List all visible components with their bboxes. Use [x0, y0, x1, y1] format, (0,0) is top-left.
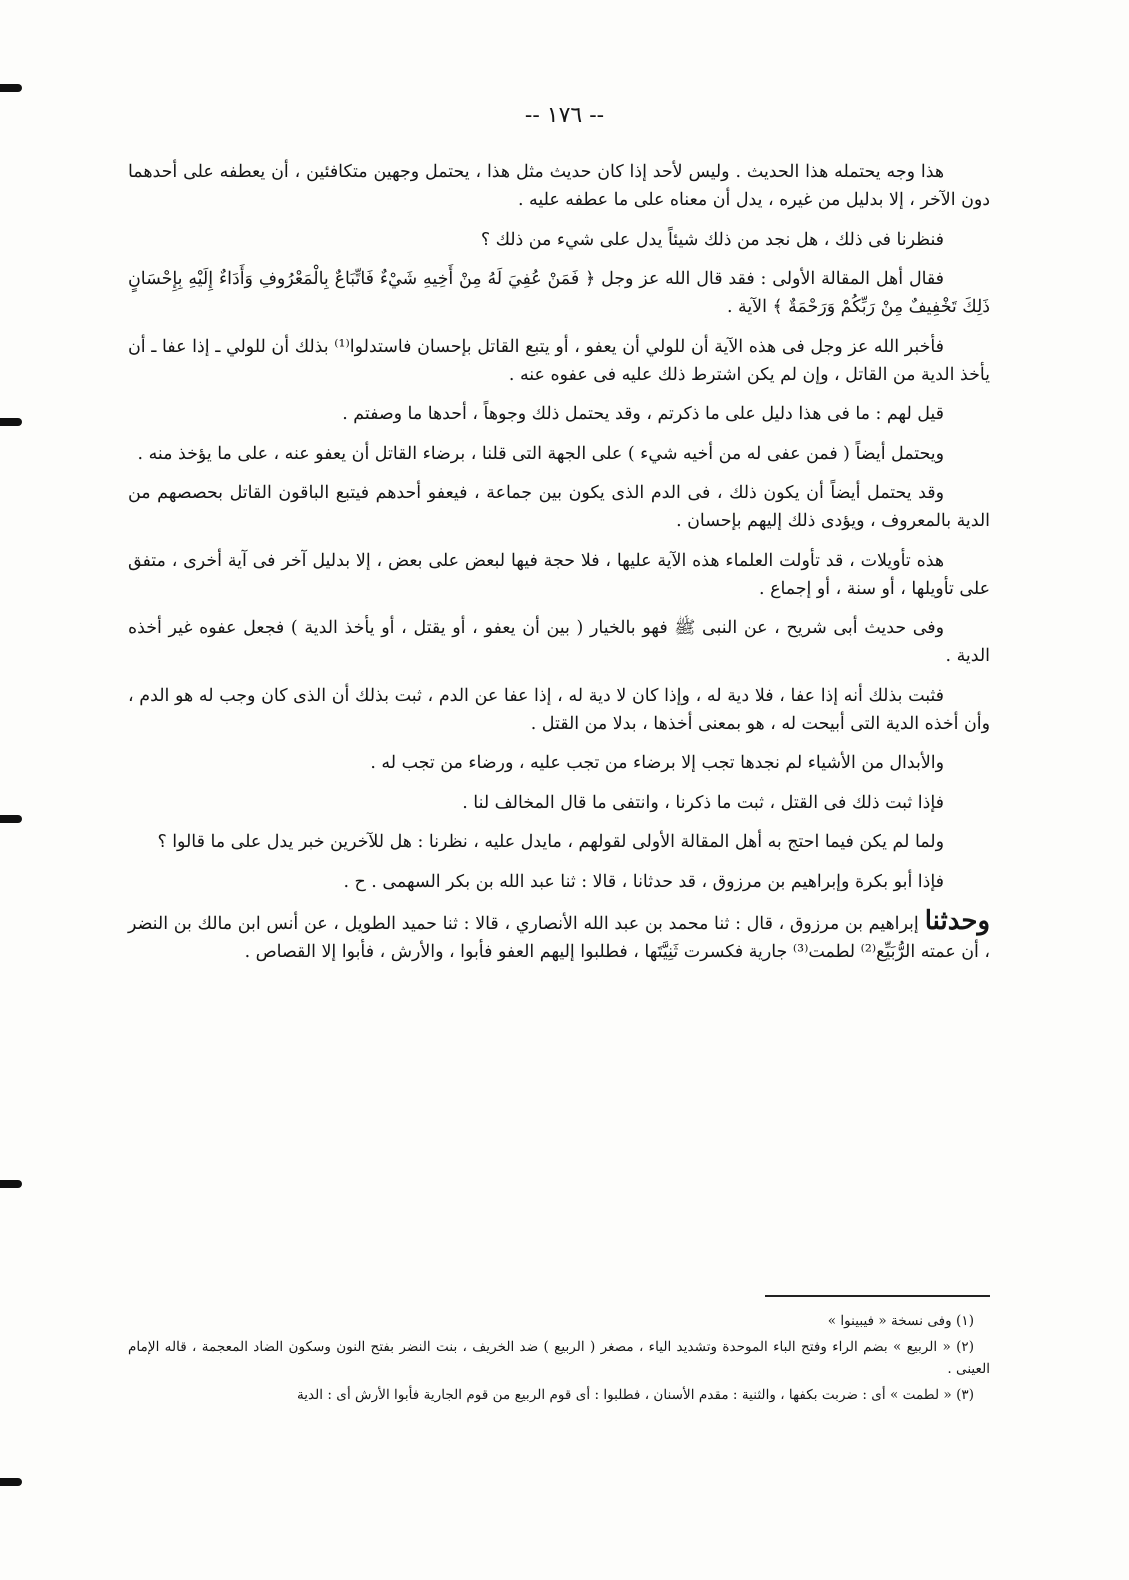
paragraph: هذه تأويلات ، قد تأولت العلماء هذه الآية عليها ، فلا حجة فيها لبعض على بعض ، إلا بدليل آخر فى آية أخرى ، متفق على تأويلها ، أو سنة ، أو إجماع . — [128, 550, 990, 599]
binding-mark — [0, 418, 22, 426]
paragraph: فإذا أبو بكرة وإبراهيم بن مرزوق ، قد حدثانا ، قالا : ثنا عبد الله بن بكر السهمى . ح . — [343, 871, 944, 892]
paragraph: هذا وجه يحتمله هذا الحديث . وليس لأحد إذا كان حديث مثل هذا ، يحتمل وجهين متكافئين ، أن يعطفه على أحدهما دون الآخر ، إلا بدليل من غيره ، يدل أن معناه على ما عطفه عليه . — [128, 162, 990, 210]
paragraph: ولما لم يكن فيما احتج به أهل المقالة الأولى لقولهم ، مايدل عليه ، نظرنا : هل للآخرين خبر يدل على ما قالوا ؟ — [157, 832, 944, 852]
paragraph: فإذا ثبت ذلك فى القتل ، ثبت ما ذكرنا ، وانتفى ما قال المخالف لنا . — [462, 792, 944, 813]
paragraph: وقد يحتمل أيضاً أن يكون ذلك ، فى الدم الذى يكون بين جماعة ، فيعفو أحدهم فيتبع الباقون القاتل بحصصهم من الدية بالمعروف ، ويؤدى ذلك إليهم بإحسان . — [128, 483, 990, 531]
paragraph: وفى حديث أبى شريح ، عن النبى ﷺ فهو بالخيار ( بين أن يعفو ، أو يقتل ، أو يأخذ الدية ) فجعل عفوه غير أخذه الدية . — [128, 618, 990, 666]
footnote: (٣) « لطمت » أى : ضربت بكفها ، والثنية : مقدم الأسنان ، فطلبوا : أى قوم الربيع من قوم الجارية فأبوا الأرش أى : الدية — [296, 1387, 974, 1403]
footnote-divider — [765, 1295, 990, 1297]
lead-paragraph-text: إبراهيم بن مرزوق ، قال : ثنا محمد بن عبد الله الأنصاري ، قالا : ثنا حميد الطويل ، عن أنس ابن مالك بن النضر ، أن عمته الرُّبَيِّع⁽²⁾ لطمت⁽³⁾ جارية فكسرت ثَنِيَّتَها ، فطلبوا إليهم العفو فأبوا ، والأرش ، فأبوا إلا القصاص . — [128, 914, 990, 962]
page-number: -- ١٧٦ -- — [524, 103, 605, 128]
binding-mark — [0, 1478, 22, 1486]
main-text — [128, 158, 990, 978]
lead-paragraph — [128, 907, 990, 966]
binding-mark — [0, 1180, 22, 1188]
footnote: (٢) « الربيع » بضم الراء وفتح الباء الموحدة وتشديد الياء ، مصغر ( الربيع ) ضد الخريف ، بنت النضر بفتح النون وسكون الضاد المعجمة ، قاله الإمام العينى . — [128, 1339, 990, 1377]
paragraph: ويحتمل أيضاً ( فمن عفى له من أخيه شيء ) على الجهة التى قلنا ، برضاء القاتل أن يعفو عنه ، على ما يؤخذ منه . — [137, 443, 944, 464]
paragraph: قيل لهم : ما فى هذا دليل على ما ذكرتم ، وقد يحتمل ذلك وجوهاً ، أحدها ما وصفتم . — [342, 404, 944, 424]
binding-mark — [0, 84, 22, 92]
binding-mark — [0, 815, 22, 823]
paragraph: فأخبر الله عز وجل فى هذه الآية أن للولي أن يعفو ، أو يتبع القاتل بإحسان فاستدلوا⁽¹⁾ بذلك أن للولي ـ إذا عفا ـ أن يأخذ الدية من القاتل ، وإن لم يكن اشترط ذلك عليه فى عفوه عنه . — [128, 336, 990, 385]
paragraph: فنظرنا فى ذلك ، هل نجد من ذلك شيئاً يدل على شيء من ذلك ؟ — [480, 229, 944, 250]
footnotes — [128, 1310, 990, 1410]
paragraph: فثبت بذلك أنه إذا عفا ، فلا دية له ، وإذا كان لا دية له ، إذا عفا عن الدم ، ثبت بذلك أن الذى كان وجب له هو الدم ، وأن أخذه الدية التى أبيحت له ، هو بمعنى أخذها ، بدلا من القتل . — [128, 685, 990, 734]
paragraph: والأبدال من الأشياء لم نجدها تجب إلا برضاء من تجب عليه ، ورضاء من تجب له . — [370, 753, 944, 773]
paragraph: فقال أهل المقالة الأولى : فقد قال الله عز وجل ﴿ فَمَنْ عُفِيَ لَهُ مِنْ أَخِيهِ شَيْءٌ فَاتِّبَاعٌ بِالْمَعْرُوفِ وَأَدَاءٌ إِلَيْهِ بِإِحْسَانٍ ذَلِكَ تَخْفِيفٌ مِنْ رَبِّكُمْ وَرَحْمَةٌ ﴾ الآية . — [128, 269, 990, 317]
lead-word: وحدثنا — [924, 906, 990, 936]
footnote: (١) وفى نسخة « فيبينوا » — [827, 1313, 974, 1329]
